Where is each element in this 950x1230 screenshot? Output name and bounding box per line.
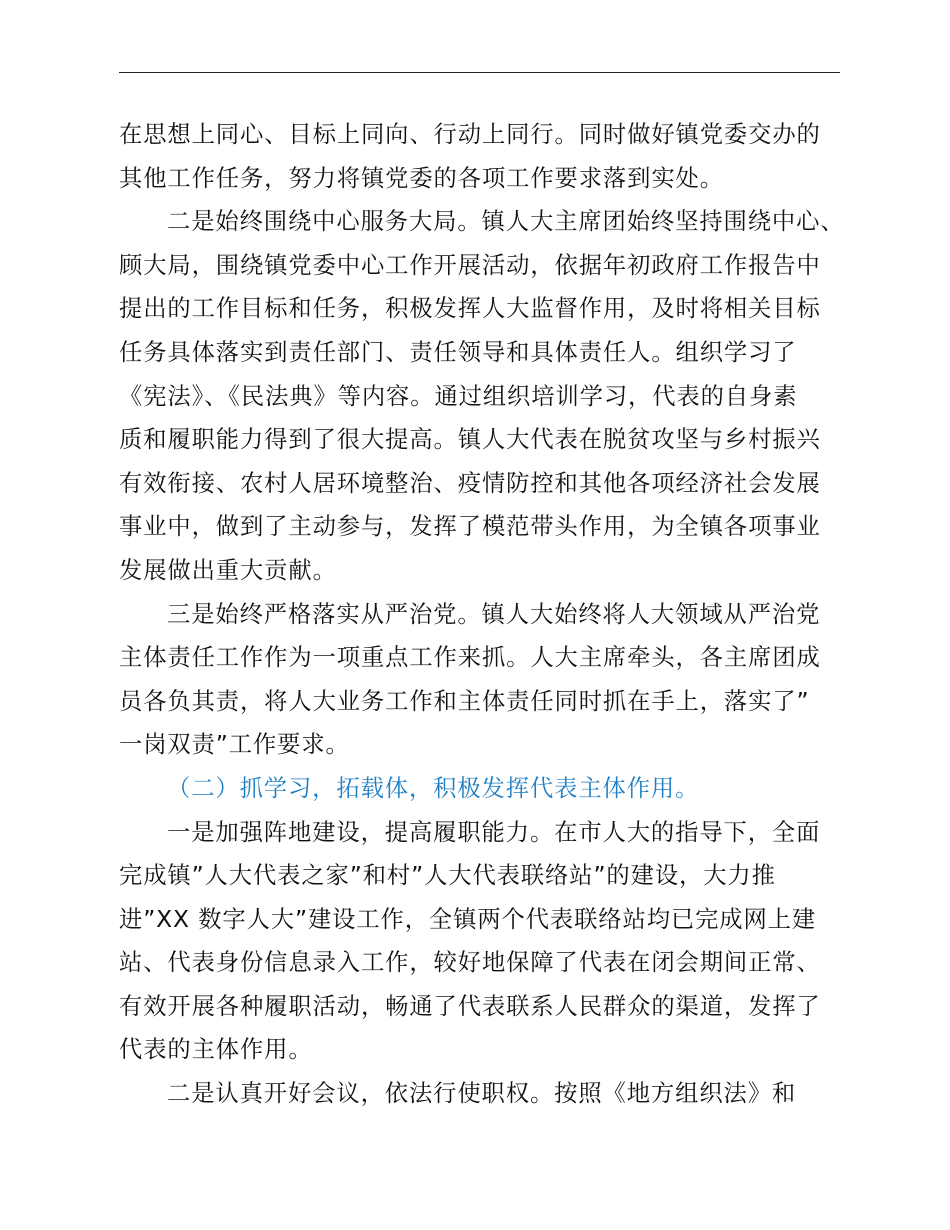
paragraph-line: 主体责任工作作为一项重点工作来抓。人大主席牵头，各主席团成: [119, 644, 821, 672]
document-body: [119, 113, 844, 1116]
paragraph-line: 有效开展各种履职活动，畅通了代表联系人民群众的渠道，发挥了: [119, 992, 821, 1020]
paragraph-line: 有效衔接、农村人居环境整治、疫情防控和其他各项经济社会发展: [119, 469, 821, 497]
paragraph-line: 站、代表身份信息录入工作，较好地保障了代表在闭会期间正常、: [119, 949, 821, 977]
paragraph-line: 顾大局，围绕镇党委中心工作开展活动，依据年初政府工作报告中: [119, 251, 821, 279]
paragraph-line: 一是加强阵地建设，提高履职能力。在市人大的指导下，全面: [167, 818, 821, 846]
paragraph-line: 代表的主体作用。: [119, 1036, 313, 1064]
paragraph-line: 任务具体落实到责任部门、责任领导和具体责任人。组织学习了: [119, 338, 797, 366]
paragraph-line: 质和履职能力得到了很大提高。镇人大代表在脱贫攻坚与乡村振兴: [119, 426, 821, 454]
paragraph-line: 《宪法》、《民法典》等内容。通过组织培训学习，代表的自身素: [119, 382, 798, 410]
paragraph-line: 员各负其责，将人大业务工作和主体责任同时抓在手上，落实了”: [119, 687, 810, 715]
paragraph-line: 其他工作任务，努力将镇党委的各项工作要求落到实处。: [119, 164, 724, 192]
paragraph-line: 完成镇”人大代表之家”和村”人大代表联络站”的建设，大力推: [119, 862, 776, 890]
paragraph-line: 在思想上同心、目标上同向、行动上同行。同时做好镇党委交办的: [119, 121, 821, 148]
paragraph-line: 发展做出重大贡献。: [119, 556, 337, 584]
section-heading: （二）抓学习，拓载体，积极发挥代表主体作用。: [167, 774, 700, 802]
paragraph-line: 事业中，做到了主动参与，发挥了模范带头作用，为全镇各项事业: [119, 513, 821, 541]
paragraph-line: 三是始终严格落实从严治党。镇人大始终将人大领域从严治党: [167, 600, 821, 628]
header-rule: [119, 72, 840, 73]
paragraph-line: 提出的工作目标和任务，积极发挥人大监督作用，及时将相关目标: [119, 295, 821, 323]
paragraph-line: 二是始终围绕中心服务大局。镇人大主席团始终坚持围绕中心、: [167, 208, 845, 236]
paragraph-line: 一岗双责”工作要求。: [119, 731, 350, 759]
paragraph-line: 二是认真开好会议，依法行使职权。按照《地方组织法》和: [167, 1080, 797, 1108]
paragraph-line: 进”XX 数字人大”建设工作，全镇两个代表联络站均已完成网上建: [119, 905, 817, 933]
